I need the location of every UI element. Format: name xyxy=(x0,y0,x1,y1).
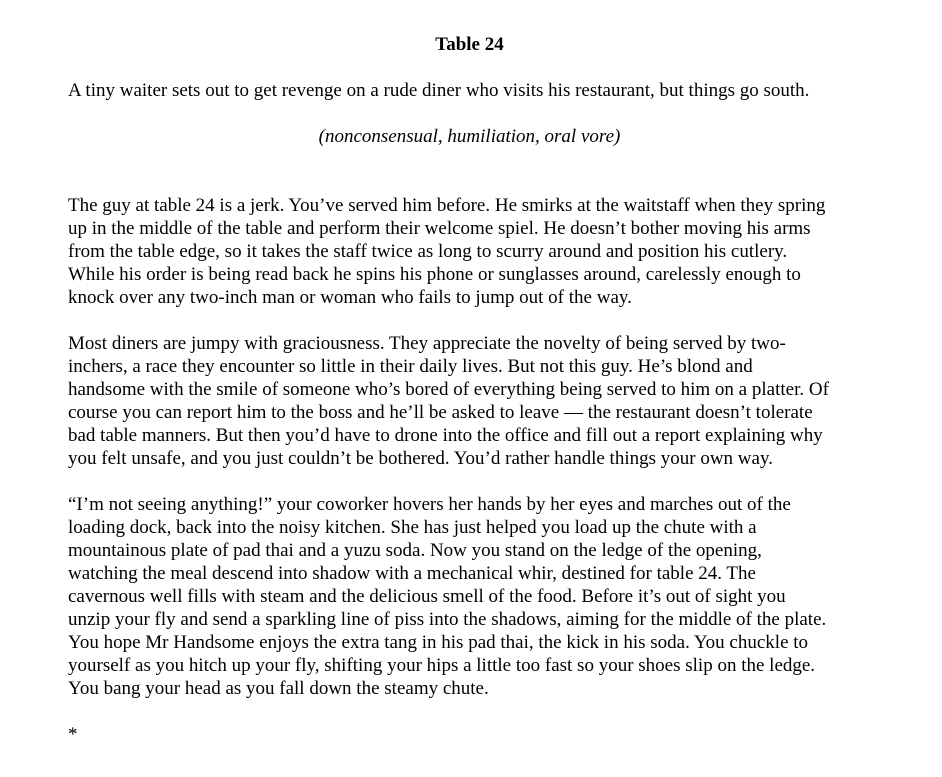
text-line: cavernous well fills with steam and the delicious smell of the food. Before it’s out of sight you xyxy=(68,586,786,607)
text-line: you felt unsafe, and you just couldn’t be bothered. You’d rather handle things your own way. xyxy=(68,448,773,469)
text-line: unzip your fly and send a sparkling line of piss into the shadows, aiming for the middle of the plate. xyxy=(68,609,827,630)
section-separator: * xyxy=(68,724,78,745)
story-paragraph xyxy=(68,194,874,309)
story-paragraph xyxy=(68,493,874,700)
text-line: knock over any two-inch man or woman who fails to jump out of the way. xyxy=(68,287,632,308)
text-line: course you can report him to the boss and he’ll be asked to leave — the restaurant doesn’t tolerate xyxy=(68,402,813,423)
text-line: bad table manners. But then you’d have to drone into the office and fill out a report explaining why xyxy=(68,425,823,446)
story-summary: A tiny waiter sets out to get revenge on a rude diner who visits his restaurant, but things go south. xyxy=(68,80,810,101)
text-line: “I’m not seeing anything!” your coworker hovers her hands by her eyes and marches out of the xyxy=(68,494,791,515)
text-line: While his order is being read back he spins his phone or sunglasses around, carelessly enough to xyxy=(68,264,801,285)
text-line: watching the meal descend into shadow with a mechanical whir, destined for table 24. The xyxy=(68,563,756,584)
text-line: You bang your head as you fall down the steamy chute. xyxy=(68,678,489,699)
text-line: You hope Mr Handsome enjoys the extra tang in his pad thai, the kick in his soda. You chuckle to xyxy=(68,632,809,653)
text-line: The guy at table 24 is a jerk. You’ve served him before. He smirks at the waitstaff when they spring xyxy=(68,195,826,216)
text-line: Most diners are jumpy with graciousness. They appreciate the novelty of being served by two- xyxy=(68,333,786,354)
text-line: handsome with the smile of someone who’s bored of everything being served to him on a platter. Of xyxy=(68,379,829,400)
document-title: Table 24 xyxy=(435,34,504,55)
text-line: from the table edge, so it takes the staff twice as long to scurry around and position his cutlery. xyxy=(68,241,788,262)
content-warnings: (nonconsensual, humiliation, oral vore) xyxy=(318,126,621,147)
text-line: loading dock, back into the noisy kitchen. She has just helped you load up the chute with a xyxy=(68,517,757,538)
text-line: up in the middle of the table and perform their welcome spiel. He doesn’t bother moving his arms xyxy=(68,218,811,239)
text-line: mountainous plate of pad thai and a yuzu soda. Now you stand on the ledge of the opening, xyxy=(68,540,762,561)
text-line: inchers, a race they encounter so little in their daily lives. But not this guy. He’s blond and xyxy=(68,356,753,377)
story-paragraph xyxy=(68,332,874,470)
text-line: yourself as you hitch up your fly, shifting your hips a little too fast so your shoes slip on the ledge. xyxy=(68,655,816,676)
